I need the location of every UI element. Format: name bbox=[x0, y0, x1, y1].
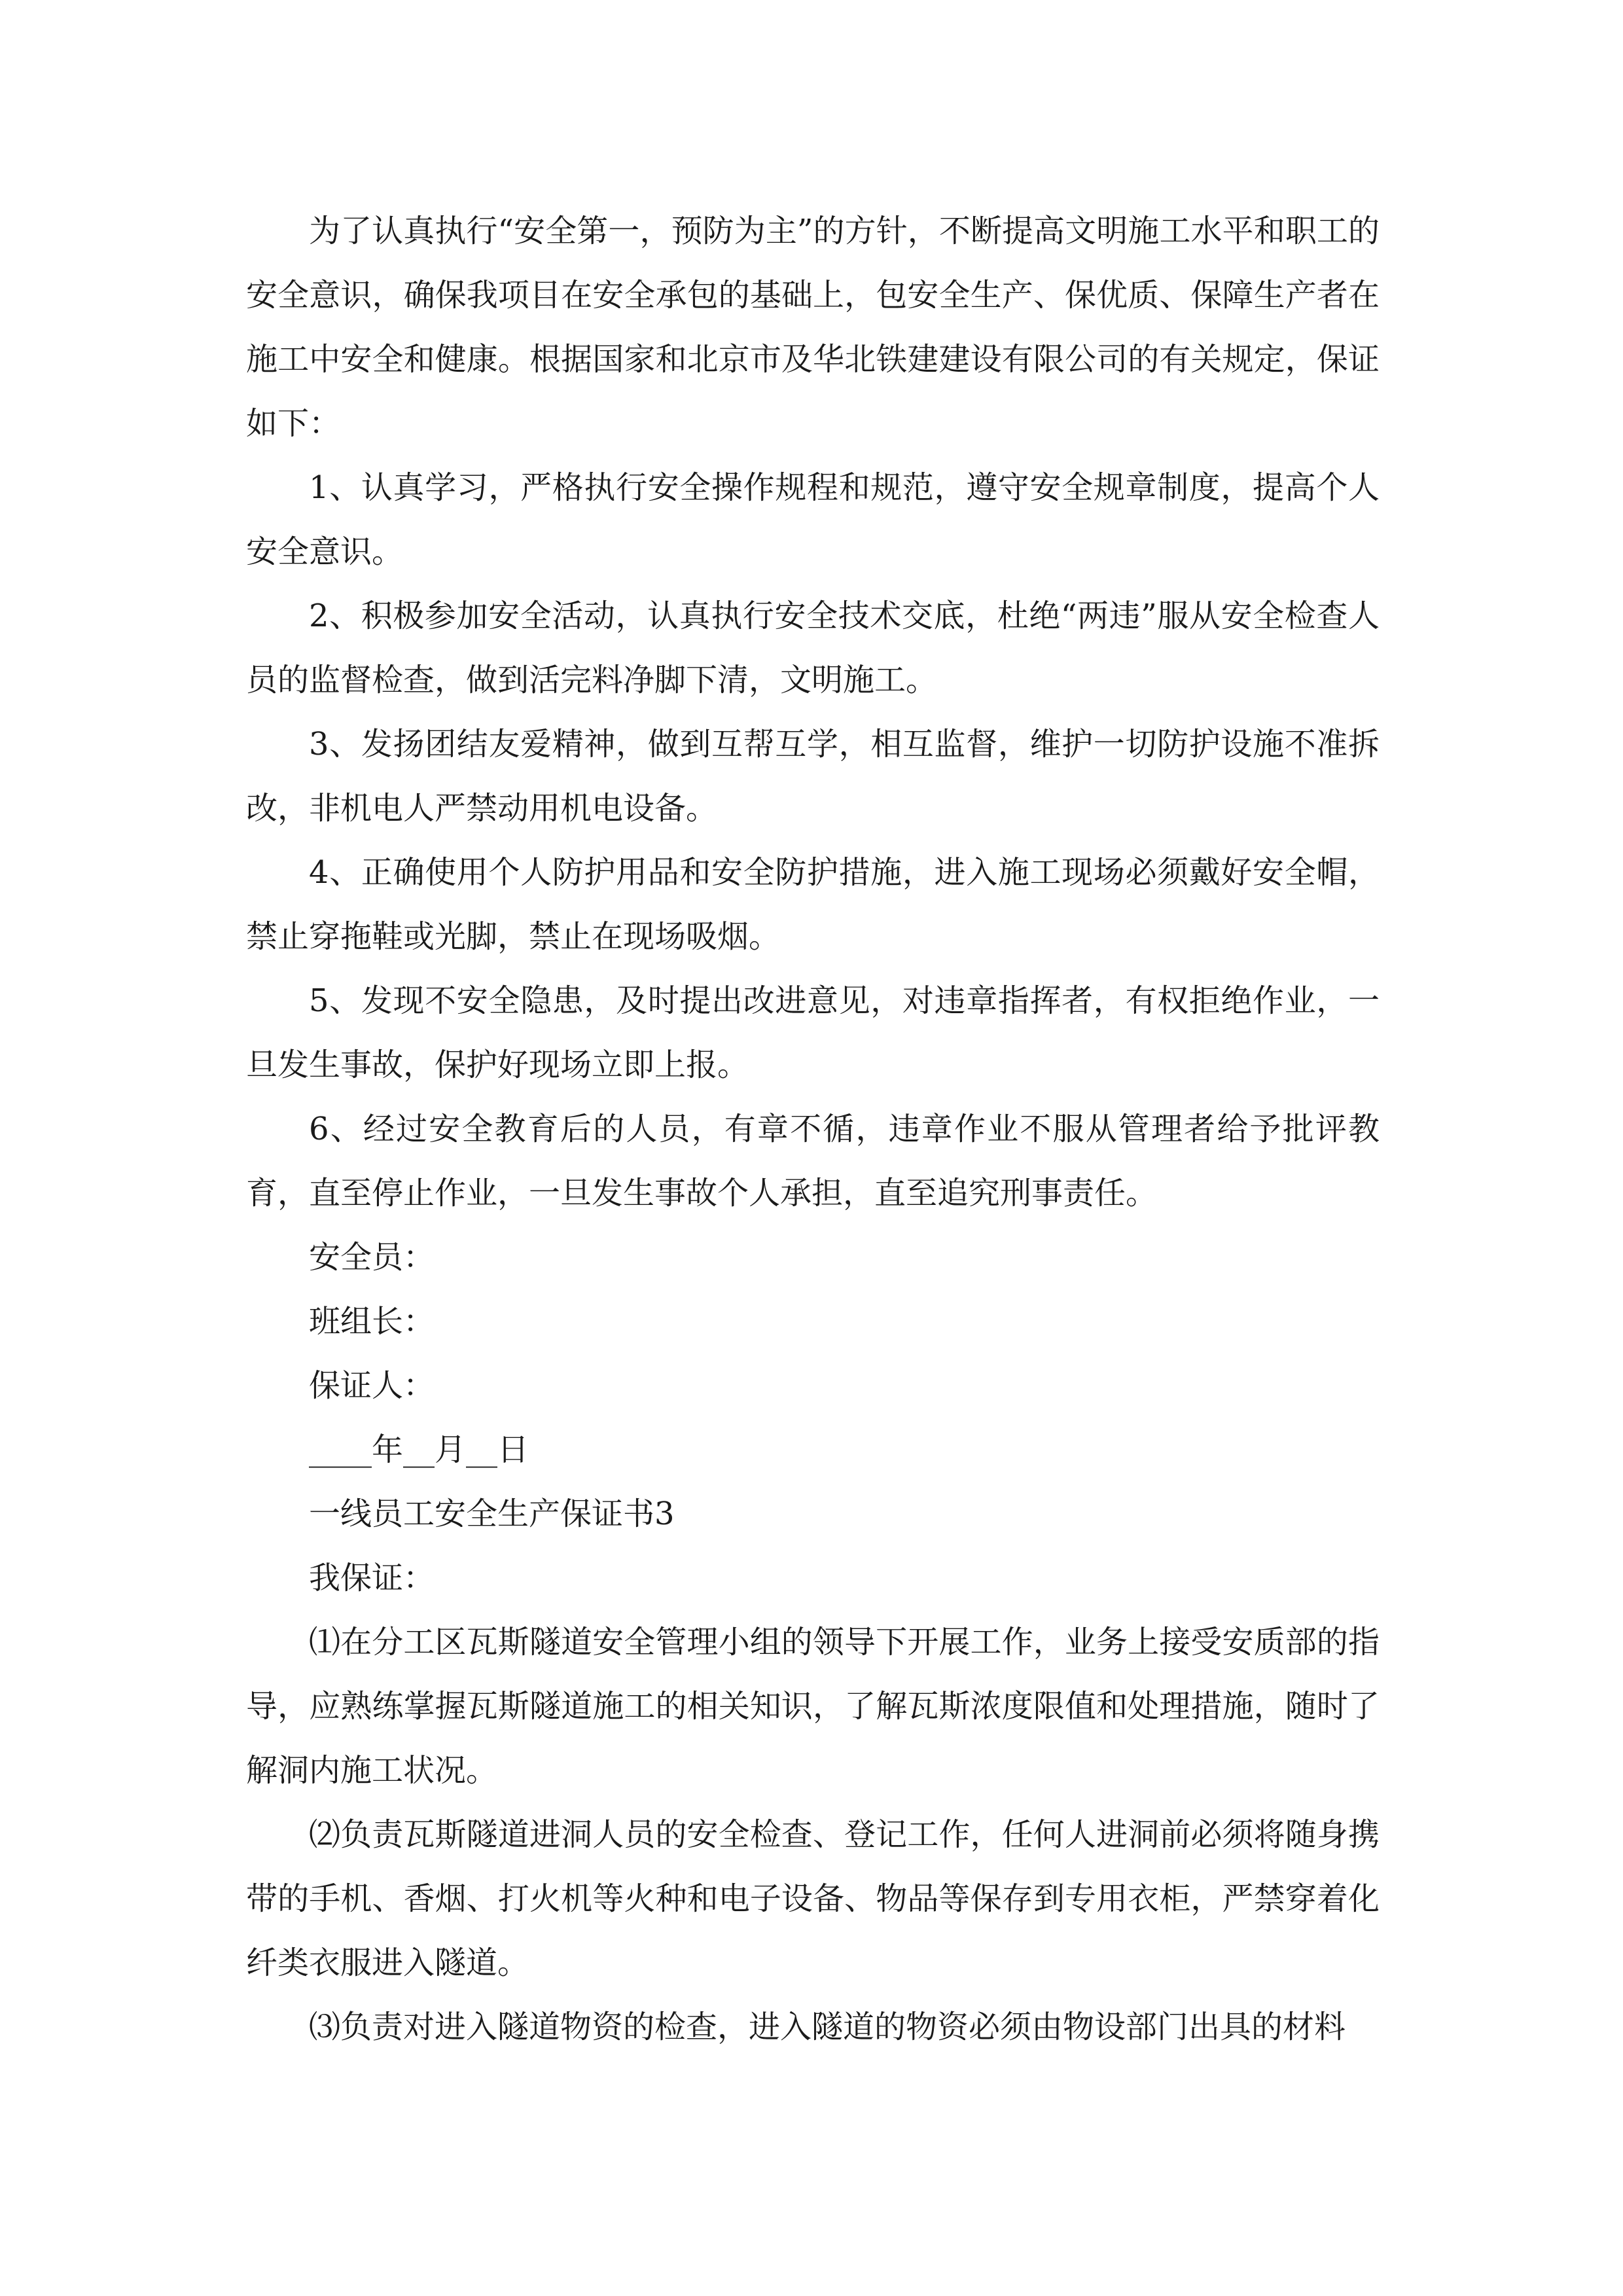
clause-2: ⑵负责瓦斯隧道进洞人员的安全检查、登记工作，任何人进洞前必须将随身携带的手机、香烟、打火机等火种和电子设备、物品等保存到专用衣柜，严禁穿着化纤类衣服进入隧道。 bbox=[246, 1816, 1380, 1981]
pledge-item-6: 6、经过安全教育后的人员，有章不循，违章作业不服从管理者给予批评教育，直至停止作业，一旦发生事故个人承担，直至追究刑事责任。 bbox=[246, 1111, 1380, 1211]
document-body bbox=[246, 199, 1380, 2059]
signature-date: ____年__月__日 bbox=[309, 1431, 529, 1468]
pledge-item-2: 2、积极参加安全活动，认真执行安全技术交底，杜绝“两违”服从安全检查人员的监督检查，做到活完料净脚下清，文明施工。 bbox=[246, 598, 1380, 698]
pledge-item-3: 3、发扬团结友爱精神，做到互帮互学，相互监督，维护一切防护设施不准拆改，非机电人严禁动用机电设备。 bbox=[246, 726, 1380, 827]
pledge-item-1: 1、认真学习，严格执行安全操作规程和规范，遵守安全规章制度，提高个人安全意识。 bbox=[246, 469, 1380, 570]
signature-safety-officer: 安全员： bbox=[309, 1239, 435, 1276]
pledge-item-5: 5、发现不安全隐患，及时提出改进意见，对违章指挥者，有权拒绝作业，一旦发生事故，保护好现场立即上报。 bbox=[246, 982, 1380, 1083]
signature-team-leader: 班组长： bbox=[309, 1303, 435, 1340]
section-intro: 我保证： bbox=[309, 1560, 435, 1596]
pledge-item-4: 4、正确使用个人防护用品和安全防护措施，进入施工现场必须戴好安全帽，禁止穿拖鞋或光脚，禁止在现场吸烟。 bbox=[246, 854, 1380, 955]
section-title: 一线员工安全生产保证书3 bbox=[309, 1496, 675, 1532]
intro-paragraph: 为了认真执行“安全第一，预防为主”的方针，不断提高文明施工水平和职工的安全意识，确保我项目在安全承包的基础上，包安全生产、保优质、保障生产者在施工中安全和健康。根据国家和北京市及华北铁建建设有限公司的有关规定，保证如下： bbox=[246, 213, 1380, 442]
signature-guarantor: 保证人： bbox=[309, 1367, 435, 1404]
clause-1: ⑴在分工区瓦斯隧道安全管理小组的领导下开展工作，业务上接受安质部的指导，应熟练掌握瓦斯隧道施工的相关知识，了解瓦斯浓度限值和处理措施，随时了解洞内施工状况。 bbox=[246, 1624, 1380, 1789]
clause-3: ⑶负责对进入隧道物资的检查，进入隧道的物资必须由物设部门出具的材料 bbox=[309, 2009, 1346, 2045]
